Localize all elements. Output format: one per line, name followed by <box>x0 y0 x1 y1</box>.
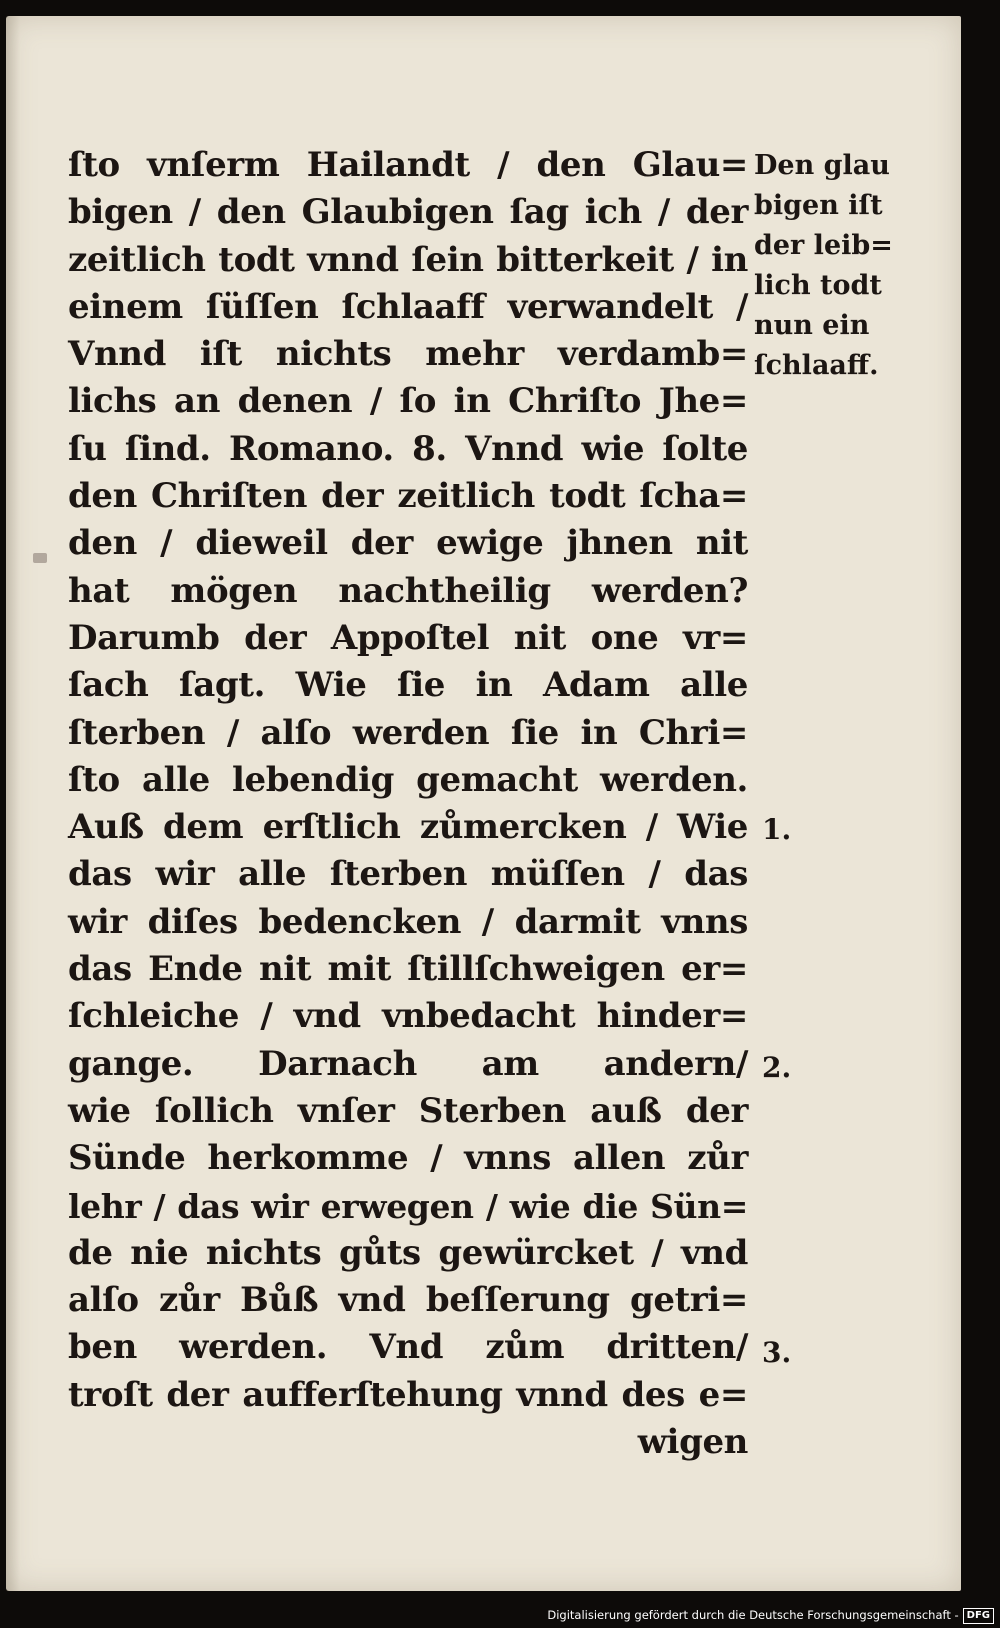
text-line: wir diſes bedencken / darmit vnns <box>68 901 748 942</box>
marginal-line: nun ein <box>754 310 870 341</box>
marginal-line: lich todt <box>754 270 882 301</box>
text-line: hat mögen nachtheilig werden? <box>68 570 748 611</box>
text-line: de nie nichts gůts gewürcket / vnd <box>68 1232 748 1273</box>
text-line: Darumb der Appoſtel nit one vr= <box>68 617 748 658</box>
text-line: bigen / den Glaubigen ſag ich / der <box>68 192 748 233</box>
funding-credit-text: Digitalisierung gefördert durch die Deutsche Forschungsgemeinschaft - <box>547 1608 959 1622</box>
text-line: lichs an denen / ſo in Chriſto Jhe= <box>68 381 748 422</box>
text-line: Auß dem erſtlich zůmercken / Wie <box>68 807 748 848</box>
marginal-line: ſchlaaff. <box>754 350 879 381</box>
text-line: ſto vnſerm Hailandt / den Glau= <box>68 145 748 185</box>
marginal-line: bigen iſt <box>754 190 883 221</box>
text-line: wie ſollich vnſer Sterben auß der <box>68 1090 748 1131</box>
dfg-logo: DFG <box>963 1608 994 1624</box>
text-line: ſto alle lebendig gemacht werden. <box>68 759 748 800</box>
text-line: ſterben / alſo werden ſie in Chri= <box>68 712 748 753</box>
marginal-note <box>754 146 914 386</box>
text-line: einem ſüſſen ſchlaaff verwandelt / <box>68 286 748 327</box>
margin-marker-3: 3. <box>762 1336 792 1369</box>
text-line: den Chriſten der zeitlich todt ſcha= <box>68 476 748 517</box>
marginal-line: der leib= <box>754 230 893 261</box>
text-line: ſu ſind. Romano. 8. Vnnd wie ſolte <box>68 428 748 469</box>
text-line: Vnnd iſt nichts mehr verdamb= <box>68 334 748 375</box>
text-line: gange. Darnach am andern/ <box>68 1043 748 1084</box>
text-line: lehr / das wir erwegen / wie die Sün= <box>68 1186 748 1226</box>
marginal-line: Den glau <box>754 150 890 181</box>
text-line: den / dieweil der ewige jhnen nit <box>68 523 748 564</box>
text-line: Sünde herkomme / vnns allen zůr <box>68 1138 748 1179</box>
text-line: troſt der aufferſtehung vnnd des e= <box>68 1374 748 1415</box>
margin-marker-2: 2. <box>762 1051 792 1084</box>
text-line: ben werden. Vnd zům dritten/ <box>68 1327 748 1368</box>
text-line: alſo zůr Bůß vnd beſſerung getri= <box>68 1280 748 1321</box>
text-line: ſchleiche / vnd vnbedacht hinder= <box>68 996 748 1037</box>
funding-credit <box>547 1605 994 1625</box>
catchword: wigen <box>637 1422 748 1463</box>
main-text-block <box>68 142 748 1466</box>
book-page <box>6 16 961 1591</box>
text-line: zeitlich todt vnnd ſein bitterkeit / in <box>68 239 748 280</box>
text-line: das wir alle ſterben müſſen / das <box>68 854 748 895</box>
ink-speck <box>33 553 47 563</box>
text-line: ſach ſagt. Wie ſie in Adam alle <box>68 665 748 706</box>
margin-marker-1: 1. <box>762 813 792 846</box>
text-line: das Ende nit mit ſtillſchweigen er= <box>68 949 748 990</box>
